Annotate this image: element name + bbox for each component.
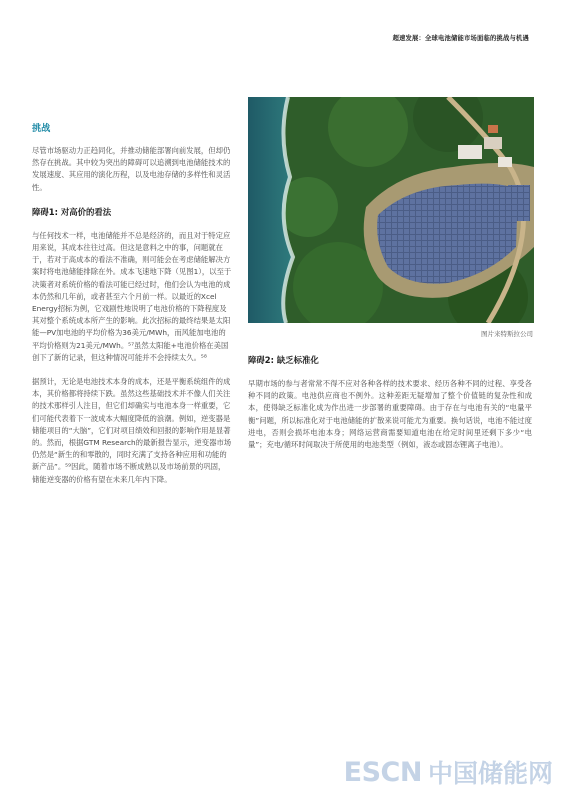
barrier-1-paragraph-2: 据预计，无论是电池技术本身的成本，还是平衡系统组件的成本，其价格都将持续下跌。虽然这些基础技术并不像人们关注的技术那样引人注目，但它们却确实与电池本身一样重要，它们可能代表着下一波成本大幅度降低的浪潮。例如，逆变器是储能项目的“大脑”，它们对项目绩效和回报的影响作用是显著的。然而，根据GTM Research的最新报告显示，逆变器市场仍然是“新生的和零散的，同时充满了支持各种应用和功能的新产品”。⁵⁹因此，随着市场不断成熟以及市场前景的巩固，储能逆变器的价格有望在未来几年内下降。	[32, 377, 232, 484]
escn-watermark-logo	[344, 754, 553, 790]
solar-farm-photo	[248, 97, 534, 323]
running-header: 超速发展：全球电池储能市场面临的挑战与机遇	[392, 35, 529, 42]
left-column	[32, 120, 232, 498]
barrier-2-paragraph: 早期市场的参与者常常不得不应对各种各样的技术要求、经历各种不同的过程、享受各种不同的政策。电池供应商也不例外。这种差距无疑增加了整个价值链的复杂性和成本，使得缺乏标准化成为作出进一步部署的重要障碍。由于存在与电池有关的“电量平衡”问题，所以标准化对于电池储能的扩散来说可能尤为重要。换句话说，电池不能过度进电，否则会损坏电池本身；网络运营商需要知道电池在给定时间里还剩下多少“电量”；充电/循环时间取决于所使用的电池类型（例如，液态或固态锂离子电池）。	[248, 379, 532, 450]
barrier-1-paragraph-1: 与任何技术一样，电池储能并不总是经济的，而且对于特定应用来说，其成本往往过高。但这是意料之中的事，问题就在于，若对于高成本的看法不准确，则可能会在考虑储能解决方案时将电池储能排除在外。成本飞速地下降（见图1），以至于决策者对系统价格的看法可能已经过时，他们会认为电池的成本仍然和几年前，或者甚至六个月前一样。以最近的Xcel Energy招标为例，它戏剧性地说明了电池价格的下降程度及其对整个系统成本所产生的影响。此次招标的最终结果是太阳能—PV加电池的平均价格为36美元/MWh，而风能加电池的平均价格则为21美元/MWh。⁵⁷虽然太阳能+电池价格在美国创下了新的记录，但这种情况可能并不会持续太久。⁵⁸	[32, 230, 232, 362]
right-column	[248, 354, 532, 463]
photo-credit: 图片来特斯拉公司	[481, 330, 533, 338]
logo-latin-text: ESCN	[343, 756, 422, 788]
section-title: 挑战	[32, 123, 51, 134]
barrier-2-title: 障碍2: 缺乏标准化	[248, 355, 319, 365]
logo-chinese-text: 中国储能网	[427, 759, 553, 788]
intro-paragraph: 尽管市场驱动力正趋同化，并推动储能部署向前发展，但却仍然存在挑战。其中较为突出的障碍可以追溯到电池储能技术的发展速度、其应用的演化历程，以及电池存储的多样性和灵活性。	[32, 146, 231, 192]
barrier-1-title: 障碍1: 对高价的看法	[32, 206, 112, 217]
